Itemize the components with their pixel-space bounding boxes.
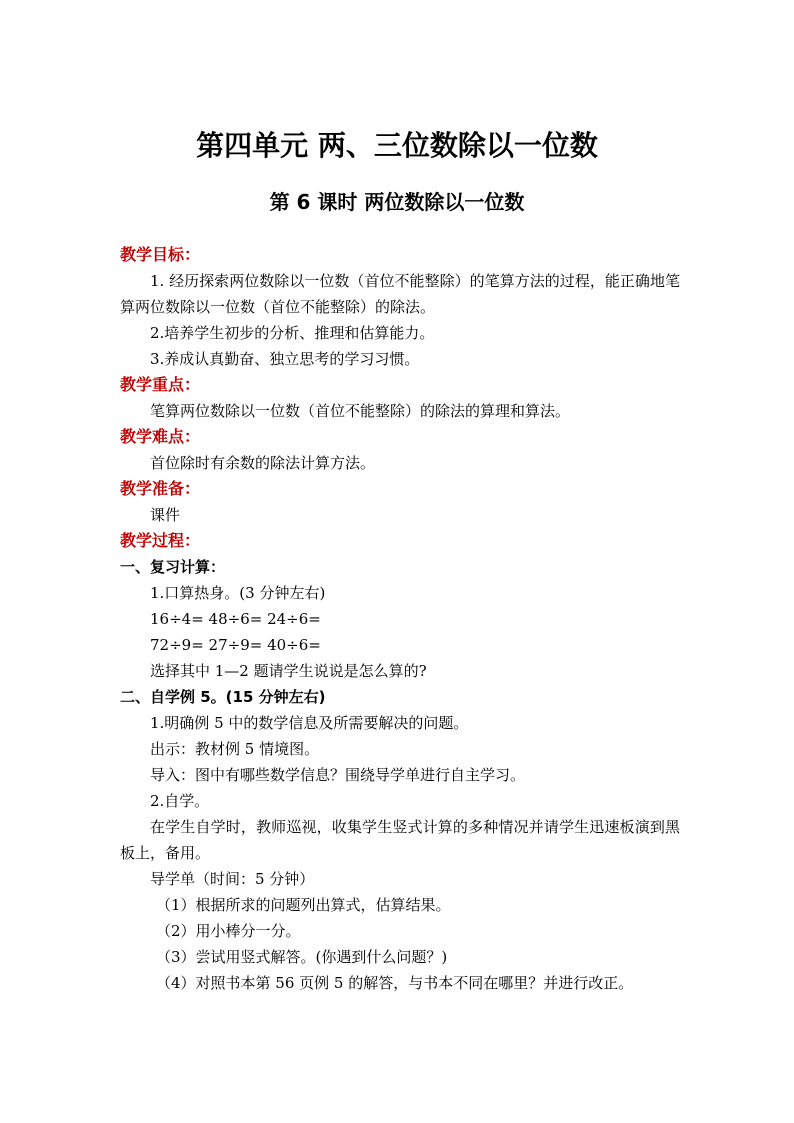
text-line-review-3: 72÷9= 27÷9= 40÷6= [150,636,321,654]
text-line-goal-2: 2.培养学生初步的分析、推理和估算能力。 [150,324,435,342]
text-line-goal-1: 1. 经历探索两位数除以一位数（首位不能整除）的笔算方法的过程，能正确地笔算两位数除以一位数（首位不能整除）的除法。 [120,272,680,316]
text-line-key-heading: 教学重点： [120,375,201,394]
lesson-subtitle: 第 6 课时 两位数除以一位数 [269,190,525,214]
text-line-self-3: 导入：图中有哪些数学信息？围绕导学单进行自主学习。 [150,766,526,784]
text-line-key-1: 笔算两位数除以一位数（首位不能整除）的除法的算理和算法。 [150,402,571,420]
text-line-section-2: 二、自学例 5。(15 分钟左右) [120,688,326,706]
text-line-self-6: 导学单（时间：5 分钟） [150,870,315,888]
text-line-self-8: （2）用小棒分一分。 [156,922,301,940]
text-line-review-1: 1.口算热身。(3 分钟左右) [150,584,326,602]
lesson-content [120,242,680,996]
text-line-prep-1: 课件 [150,506,181,524]
text-line-difficulty-heading: 教学难点： [120,427,201,446]
text-line-goal-heading: 教学目标： [120,245,201,264]
text-line-self-2: 出示：教材例 5 情境图。 [150,740,320,758]
text-line-self-10: （4）对照书本第 56 页例 5 的解答，与书本不同在哪里？并进行改正。 [156,974,634,992]
text-line-self-7: （1）根据所求的问题列出算式，估算结果。 [156,896,451,914]
text-line-self-5: 在学生自学时，教师巡视，收集学生竖式计算的多种情况并请学生迅速板演到黑板上，备用。 [120,818,680,862]
text-line-process-heading: 教学过程： [120,531,201,550]
text-line-goal-3: 3.养成认真勤奋、独立思考的学习习惯。 [150,350,420,368]
text-line-self-4: 2.自学。 [150,792,210,810]
page-title: 第四单元 两、三位数除以一位数 [196,129,598,162]
text-line-self-9: （3）尝试用竖式解答。(你遇到什么问题？) [156,948,448,966]
text-line-review-4: 选择其中 1—2 题请学生说说是怎么算的? [150,662,427,680]
text-line-self-1: 1.明确例 5 中的数学信息及所需要解决的问题。 [150,714,469,732]
text-line-difficulty-1: 首位除时有余数的除法计算方法。 [150,454,376,472]
text-line-section-1: 一、复习计算： [120,558,226,576]
text-line-review-2: 16÷4= 48÷6= 24÷6= [150,610,321,628]
text-line-prep-heading: 教学准备： [120,479,201,498]
